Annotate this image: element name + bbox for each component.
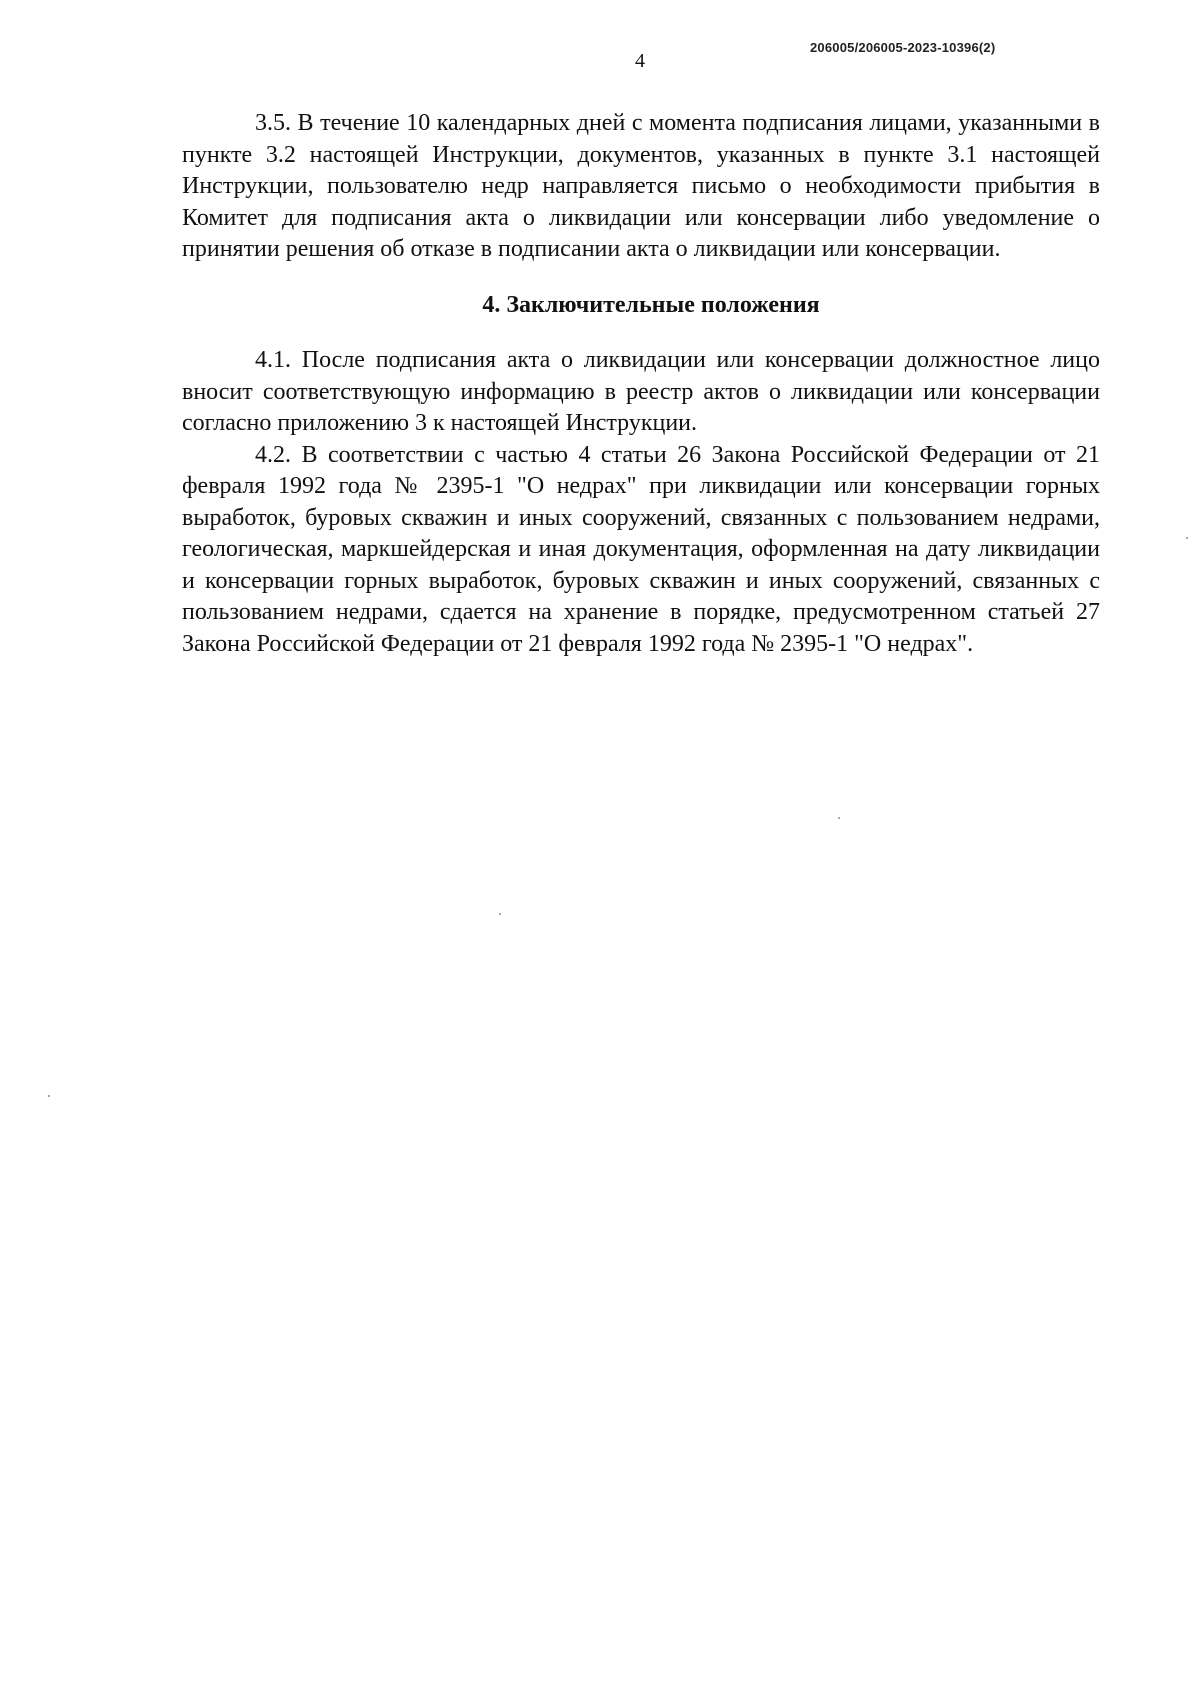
document-body xyxy=(182,108,1100,660)
scan-speck xyxy=(1186,537,1188,539)
paragraph-4-1: 4.1. После подписания акта о ликвидации или консервации должностное лицо вносит соответствующую информацию в реестр актов о ликвидации или консервации согласно приложению 3 к настоящей Инструкции. xyxy=(182,347,1100,436)
scan-speck xyxy=(838,817,840,819)
scan-speck xyxy=(48,1095,50,1097)
scan-speck xyxy=(499,913,501,915)
document-id: 206005/206005-2023-10396(2) xyxy=(810,40,996,55)
paragraph-3-5: 3.5. В течение 10 календарных дней с момента подписания лицами, указанными в пункте 3.2 настоящей Инструкции, документов, указанных в пункте 3.1 настоящей Инструкции, пользователю недр направляется письмо о необходимости прибытия в Комитет для подписания акта о ликвидации или консервации либо уведомление о принятии решения об отказе в подписании акта о ликвидации или консервации. xyxy=(182,110,1100,262)
section-4-title: 4. Заключительные положения xyxy=(482,291,820,318)
page-number: 4 xyxy=(635,50,645,72)
paragraph-4-2: 4.2. В соответствии с частью 4 статьи 26 Закона Российской Федерации от 21 февраля 1992 года № 2395-1 "О недрах" при ликвидации или консервации горных выработок, буровых скважин и иных сооружений, связанных с пользованием недрами, геологическая, маркшейдерская и иная документация, оформленная на дату ликвидации и консервации горных выработок, буровых скважин и иных сооружений, связанных с пользованием недрами, сдается на хранение в порядке, предусмотренном статьей 27 Закона Российской Федерации от 21 февраля 1992 года № 2395-1 "О недрах". xyxy=(182,441,1100,657)
